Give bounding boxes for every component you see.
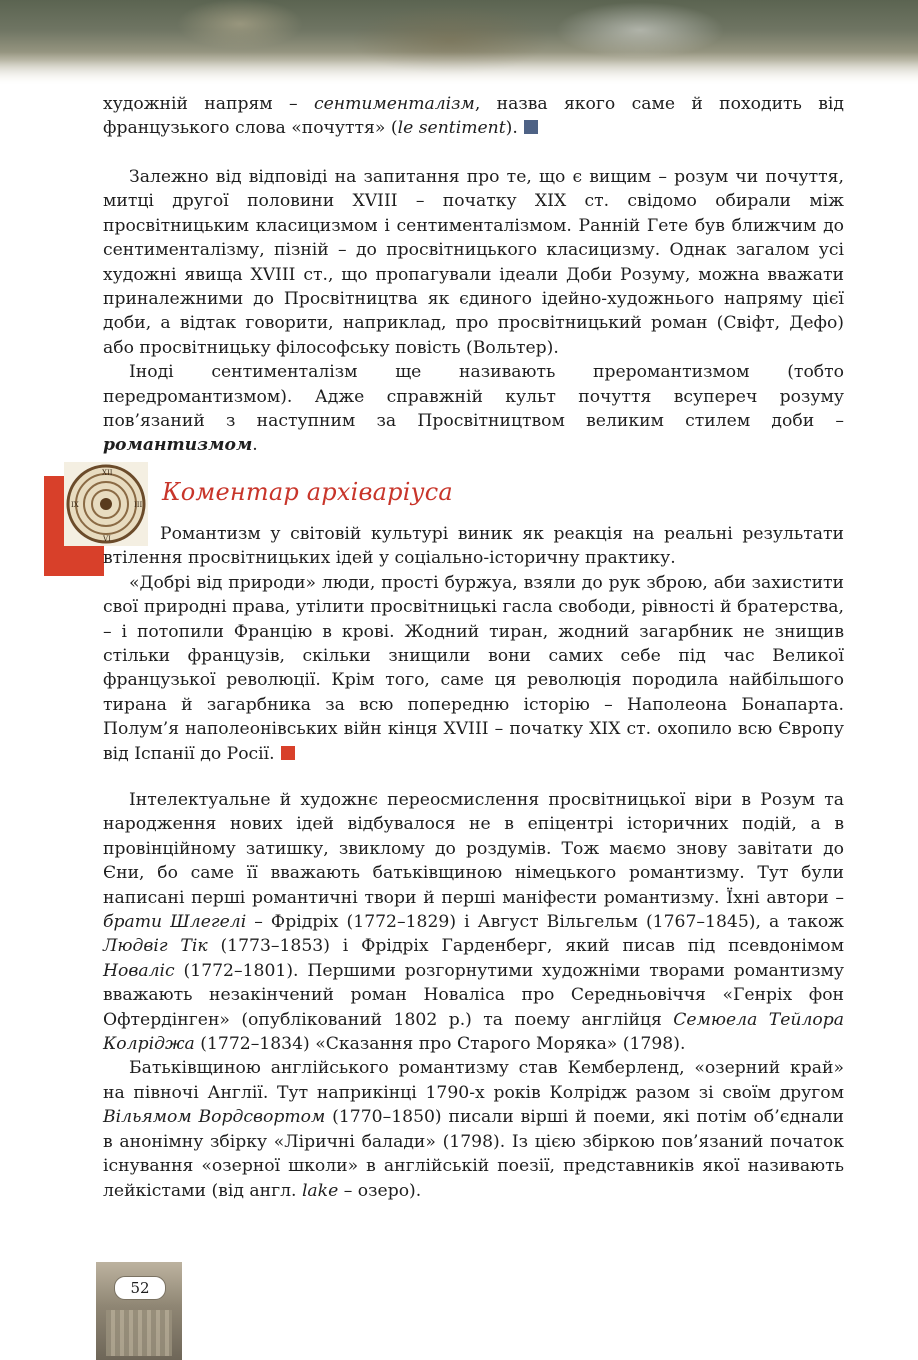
text-run: , назва якого саме й походить від французького слова «почуття» (: [103, 94, 845, 139]
paragraph: Залежно від відповіді на запитання про те, що є вищим – розум чи почуття, митці другої половини XVIII – початку XIX ст. свідомо обирали між просвітницьким класицизмом і сентименталізмом. Ранній Гете був ближчим до сентименталізму, пізній – до просвітницького класицизму. Однак загалом усі художні явища XVIII ст., що пропагували ідеали Доби Розуму, можна вважати приналежними до Просвітництва як єдиного ідейно-художнього напряму цієї доби, а відтак говорити, наприклад, про просвітницький роман (Свіфт, Дефо) або просвітницьку філософську повість (Вольтер).: [103, 167, 844, 358]
name-italic: брати Шлегелі: [103, 912, 247, 933]
text-run: (1772–1834) «Сказання про Старого Моряка» (1798).: [194, 1034, 686, 1055]
text-block-romanticism: [103, 788, 844, 1203]
text-run: (1770–1850) писали вірші й поеми, які потім об’єднали в анонімну збірку «Ліричні балади» (1798). Із цією збіркою пов’язаний початок існування «озерної школи» в англійській поезії, представників якої називають лейкістами (від англ.: [103, 1107, 844, 1201]
paragraph: [103, 571, 844, 766]
name-italic: Людвіг Тік: [103, 936, 208, 957]
term-bold-italic: романтизмом: [103, 435, 253, 456]
term-italic: lake: [301, 1180, 339, 1201]
term-italic: le sentiment: [397, 118, 506, 139]
text-run: .: [252, 435, 258, 456]
text-run: художній напрям –: [103, 94, 314, 114]
end-marker-icon: [524, 120, 538, 134]
header-illustration: [0, 0, 918, 86]
text-run: Іноді сентименталізм ще називають преромантизмом (тобто передромантизмом). Адже справжній культ почуття всупереч розуму пов’язаний з наступним за Просвітництвом великим стилем доби –: [103, 362, 844, 432]
commentary-body: [103, 522, 844, 766]
text-run: Інтелектуальне й художнє переосмислення просвітницької віри в Розум та народження нових ідей відбувалося не в епіцентрі історичних подій, а в провінційному затишку, звиклому до роздумів. Тож маємо знову завітати до Єни, бо саме її вважають батьківщиною німецького романтизму. Тут були написані перші романтичні твори й перші маніфести романтизму. Їхні автори –: [103, 790, 844, 908]
svg-text:IX: IX: [71, 501, 79, 509]
text-run: Батьківщиною англійського романтизму став Кемберленд, «озерний край» на півночі Англії. Тут наприкінці 1790-х років Колрідж разом зі своїм другом: [103, 1058, 844, 1103]
term-italic: сентименталізм: [313, 94, 475, 114]
svg-text:III: III: [134, 501, 143, 509]
paragraph: [103, 788, 844, 1056]
paragraph: [103, 92, 844, 141]
page-number: 52: [114, 1276, 166, 1300]
text-run: (1773–1853) і Фрідріх Гарденберг, який писав під псевдонімом: [207, 936, 844, 957]
text-block-intro: [103, 92, 844, 141]
name-italic: Новаліс: [103, 960, 175, 981]
text-block-main: [103, 165, 844, 458]
paragraph: [103, 1056, 844, 1202]
text-run: (1772–1801). Першими розгорнутими художніми творами романтизму вважають незакінчений роман Новаліса про Середньовіччя «Генріх фон Офтердінген» (опублікований 1802 р.) та поему англійця: [103, 960, 844, 1030]
end-marker-icon: [281, 746, 295, 760]
text-run: ).: [505, 118, 518, 139]
svg-text:XII: XII: [102, 469, 113, 477]
paragraph: [103, 360, 844, 458]
name-italic: Вільямом Вордсвортом: [103, 1107, 326, 1128]
svg-text:VI: VI: [103, 535, 111, 543]
text-run: «Добрі від природи» люди, прості буржуа, взяли до рук зброю, аби захистити свої природні права, утілити просвітницькі гасла свободи, рівності й братерства, – і потопили Францію в крові. Жодний тиран, жодний загарбник не знищив стільки французів, скільки знищили вони самих себе під час Великої французької революції. Крім того, саме ця революція породила найбільшого тирана й загарбника за всю попередню історію – Наполеона Бонапарта. Полум’я наполеонівських війн кінця XVIII – початку XIX ст. охопило всю Європу від Іспанії до Росії.: [103, 572, 844, 764]
text-run: – озеро).: [338, 1180, 422, 1201]
commentary-title: Коментар архіваріуса: [162, 478, 453, 506]
paragraph: Романтизм у світовій культурі виник як реакція на реальні результати втілення просвітницьких ідей у соціально-історичну практику.: [103, 524, 844, 569]
text-run: – Фрідріх (1772–1829) і Август Вільгельм (1767–1845), а також: [246, 912, 844, 933]
name-italic: Семюела Тейлора Колріджа: [103, 1009, 845, 1055]
